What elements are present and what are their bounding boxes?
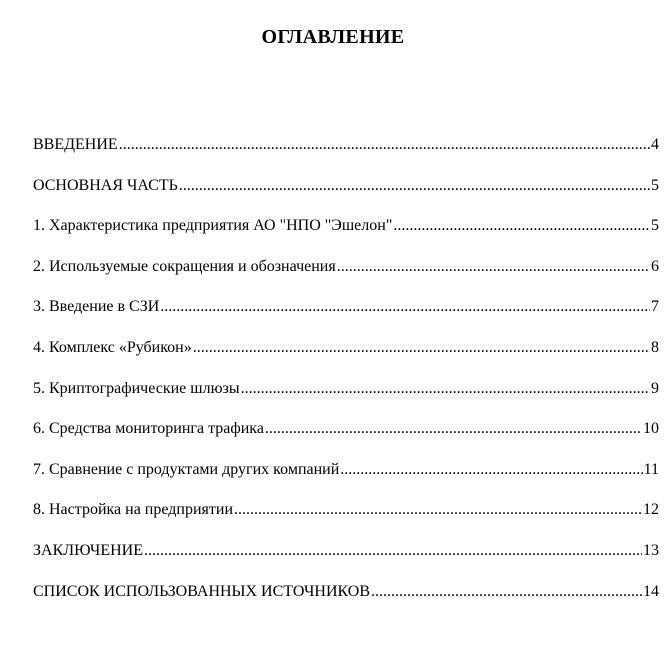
toc-entry-label: 5. Криптографические шлюзы	[33, 379, 240, 397]
dot-leader	[144, 540, 642, 562]
toc-entry-comparison[interactable]	[33, 459, 659, 500]
toc-entry-page: 14	[643, 582, 659, 600]
toc-entry-label: 1. Характеристика предприятия АО "НПО "Эшелон"	[33, 217, 393, 235]
toc-entry-page: 5	[651, 217, 659, 235]
toc-title: ОГЛАВЛЕНИЕ	[261, 26, 405, 48]
toc-entry-page: 6	[651, 257, 659, 275]
toc-entry-page: 11	[643, 460, 659, 478]
toc-entry-label: 6. Средства мониторинга трафика	[33, 420, 264, 438]
toc-entry-label: 4. Комплекс «Рубикон»	[33, 338, 192, 356]
dot-leader	[119, 134, 650, 156]
dot-leader	[371, 581, 642, 603]
toc-entry-label: СПИСОК ИСПОЛЬЗОВАННЫХ ИСТОЧНИКОВ	[33, 582, 371, 600]
dot-leader	[241, 378, 650, 400]
toc-entry-page: 13	[643, 541, 659, 559]
dot-leader	[193, 337, 650, 359]
toc-entry-label: ВВЕДЕНИЕ	[33, 136, 118, 153]
toc-entry-company-characteristics[interactable]	[33, 215, 659, 256]
toc-entry-label: 7. Сравнение с продуктами других компаний	[33, 460, 340, 478]
dot-leader	[265, 418, 642, 440]
dot-leader	[340, 459, 642, 481]
toc-entry-page: 8	[651, 338, 659, 356]
toc-entry-label: ОСНОВНАЯ ЧАСТЬ	[33, 176, 178, 194]
toc-entry-label: 3. Введение в СЗИ	[33, 298, 160, 316]
toc-entry-conclusion[interactable]	[33, 540, 659, 581]
toc-entry-crypto-gateways[interactable]	[33, 378, 659, 419]
toc-entry-szi-intro[interactable]	[33, 296, 659, 337]
dot-leader	[160, 296, 650, 318]
toc-entry-page: 12	[643, 501, 659, 519]
toc-entry-rubicon[interactable]	[33, 337, 659, 378]
toc-entry-traffic-monitoring[interactable]	[33, 418, 659, 459]
toc-entry-page: 9	[651, 379, 659, 397]
toc-entry-setup[interactable]	[33, 499, 659, 540]
toc-entry-abbreviations[interactable]	[33, 256, 659, 297]
toc-entry-page: 10	[643, 420, 659, 438]
toc-entry-page: 4	[651, 136, 659, 153]
dot-leader	[337, 256, 650, 278]
toc-entry-page: 5	[651, 176, 659, 194]
toc-entry-label: ЗАКЛЮЧЕНИЕ	[33, 541, 143, 559]
dot-leader	[234, 499, 642, 521]
toc-entry-page: 7	[651, 298, 659, 316]
dot-leader	[179, 175, 650, 197]
table-of-contents	[33, 134, 659, 621]
toc-entry-references[interactable]	[33, 581, 659, 622]
toc-entry-main-part[interactable]	[33, 175, 659, 216]
dot-leader	[393, 215, 650, 237]
toc-entry-label: 2. Используемые сокращения и обозначения	[33, 257, 336, 275]
toc-entry-label: 8. Настройка на предприятии	[33, 501, 233, 519]
toc-entry-introduction[interactable]	[33, 134, 659, 175]
